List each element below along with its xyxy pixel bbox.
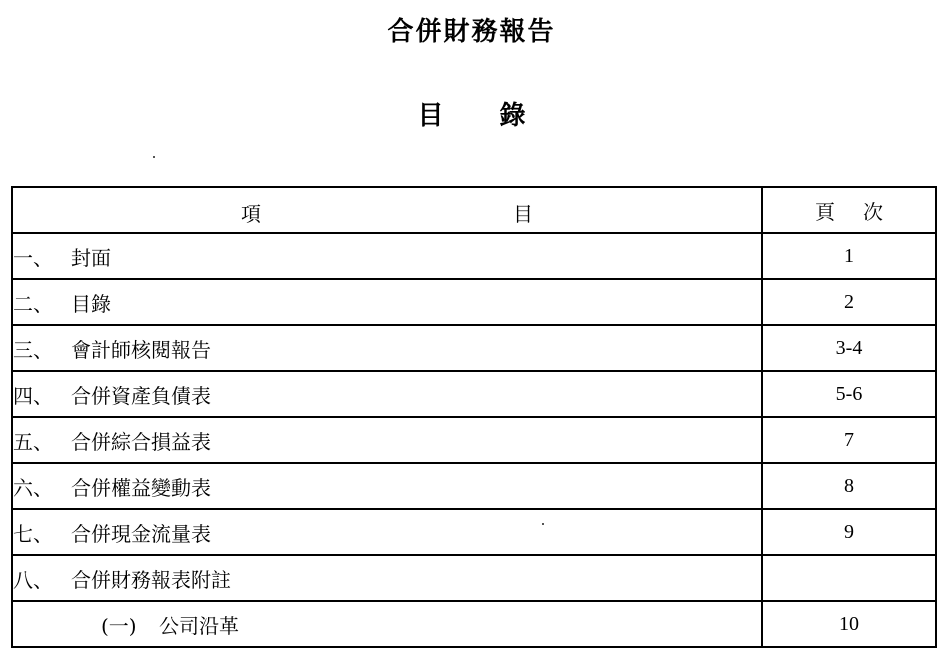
table-row: [12, 601, 936, 647]
toc-heading-char-2: 錄: [499, 101, 526, 131]
scan-speck: [153, 156, 155, 158]
item-cell: [12, 371, 762, 417]
item-column-header: [12, 187, 762, 233]
item-label: 封面: [71, 245, 111, 270]
item-header-char-2: 目: [513, 202, 533, 226]
item-label: 目錄: [71, 291, 111, 316]
table-row: [12, 555, 936, 601]
page-cell: 3-4: [762, 325, 936, 371]
page-cell: 7: [762, 417, 936, 463]
page-cell: [762, 555, 936, 601]
item-label: 會計師核閱報告: [71, 337, 211, 362]
item-number: 八、: [13, 567, 53, 592]
table-row: [12, 279, 936, 325]
item-cell: [12, 233, 762, 279]
page-cell: 10: [762, 601, 936, 647]
item-cell: [12, 325, 762, 371]
document-title: 合併財務報告: [387, 17, 556, 47]
item-number: 二、: [13, 291, 53, 316]
toc-heading-char-1: 目: [417, 101, 444, 131]
page-cell: 2: [762, 279, 936, 325]
item-header-char-1: 項: [241, 202, 261, 226]
table-row: [12, 233, 936, 279]
item-label: 合併財務報表附註: [71, 567, 231, 592]
page-cell: 9: [762, 509, 936, 555]
page-cell: 8: [762, 463, 936, 509]
page-column-header: [762, 187, 936, 233]
item-cell: [12, 509, 762, 555]
table-row: [12, 463, 936, 509]
item-number: (一): [101, 613, 137, 638]
item-cell: [12, 601, 762, 647]
item-label: 合併權益變動表: [71, 475, 211, 500]
table-row: [12, 417, 936, 463]
toc-table: [11, 186, 937, 648]
toc-heading: [0, 96, 943, 136]
toc-header-row: [12, 187, 936, 233]
item-number: 五、: [13, 429, 53, 454]
item-number: 六、: [13, 475, 53, 500]
item-number: 七、: [13, 521, 53, 546]
item-label: 公司沿革: [159, 613, 239, 638]
item-cell: [12, 279, 762, 325]
page-header-char-2: 次: [863, 199, 883, 224]
item-number: 三、: [13, 337, 53, 362]
table-row: [12, 509, 936, 555]
item-number: 一、: [13, 245, 53, 270]
item-label: 合併資產負債表: [71, 383, 211, 408]
table-row: [12, 325, 936, 371]
item-cell: [12, 417, 762, 463]
page-cell: 1: [762, 233, 936, 279]
item-cell: [12, 555, 762, 601]
item-label: 合併綜合損益表: [71, 429, 211, 454]
item-number: 四、: [13, 383, 53, 408]
page-cell: 5-6: [762, 371, 936, 417]
page-header-char-1: 頁: [815, 199, 835, 224]
item-cell: [12, 463, 762, 509]
table-row: [12, 371, 936, 417]
item-label: 合併現金流量表: [71, 521, 211, 546]
